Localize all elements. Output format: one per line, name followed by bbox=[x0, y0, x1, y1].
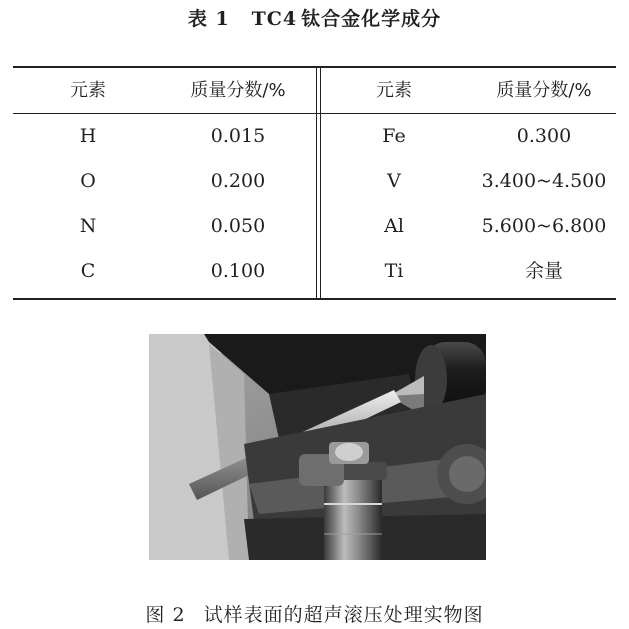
header-mass-fraction-right: 质量分数/% bbox=[496, 80, 592, 101]
ultrasonic-rolling-photo bbox=[149, 334, 486, 560]
table-cell: Fe bbox=[382, 125, 406, 147]
header-mass-fraction-left: 质量分数/% bbox=[190, 80, 286, 101]
figure-caption-number: 图 2 bbox=[145, 604, 186, 626]
table-cell: 余量 bbox=[524, 260, 563, 282]
table-cell: 0.050 bbox=[210, 215, 266, 237]
table-cell: Al bbox=[384, 215, 404, 237]
figure-caption-title: 试样表面的超声滚压处理实物图 bbox=[203, 604, 484, 626]
header-rule bbox=[13, 113, 616, 114]
table-cell: 5.600~6.800 bbox=[481, 215, 607, 237]
table-cell: 0.300 bbox=[516, 125, 572, 147]
table-caption-number: 表 1 bbox=[187, 8, 230, 30]
table-cell: 0.100 bbox=[210, 260, 266, 282]
table-cell: 0.200 bbox=[210, 170, 266, 192]
table-cell: C bbox=[80, 260, 96, 282]
table-cell: V bbox=[387, 170, 401, 192]
table-cell: N bbox=[79, 215, 97, 237]
table-caption-title: 钛合金化学成分 bbox=[301, 8, 442, 30]
table-cell: 0.015 bbox=[210, 125, 266, 147]
header-element-left: 元素 bbox=[70, 80, 106, 101]
figure-caption bbox=[0, 600, 629, 627]
table-cell: H bbox=[79, 125, 97, 147]
table-cell: O bbox=[80, 170, 96, 192]
table-caption-code: TC4 bbox=[251, 8, 298, 30]
header-element-right: 元素 bbox=[376, 80, 412, 101]
composition-table bbox=[13, 66, 616, 300]
table-cell: 3.400~4.500 bbox=[481, 170, 607, 192]
table-caption bbox=[0, 4, 629, 31]
table-cell: Ti bbox=[384, 260, 404, 282]
